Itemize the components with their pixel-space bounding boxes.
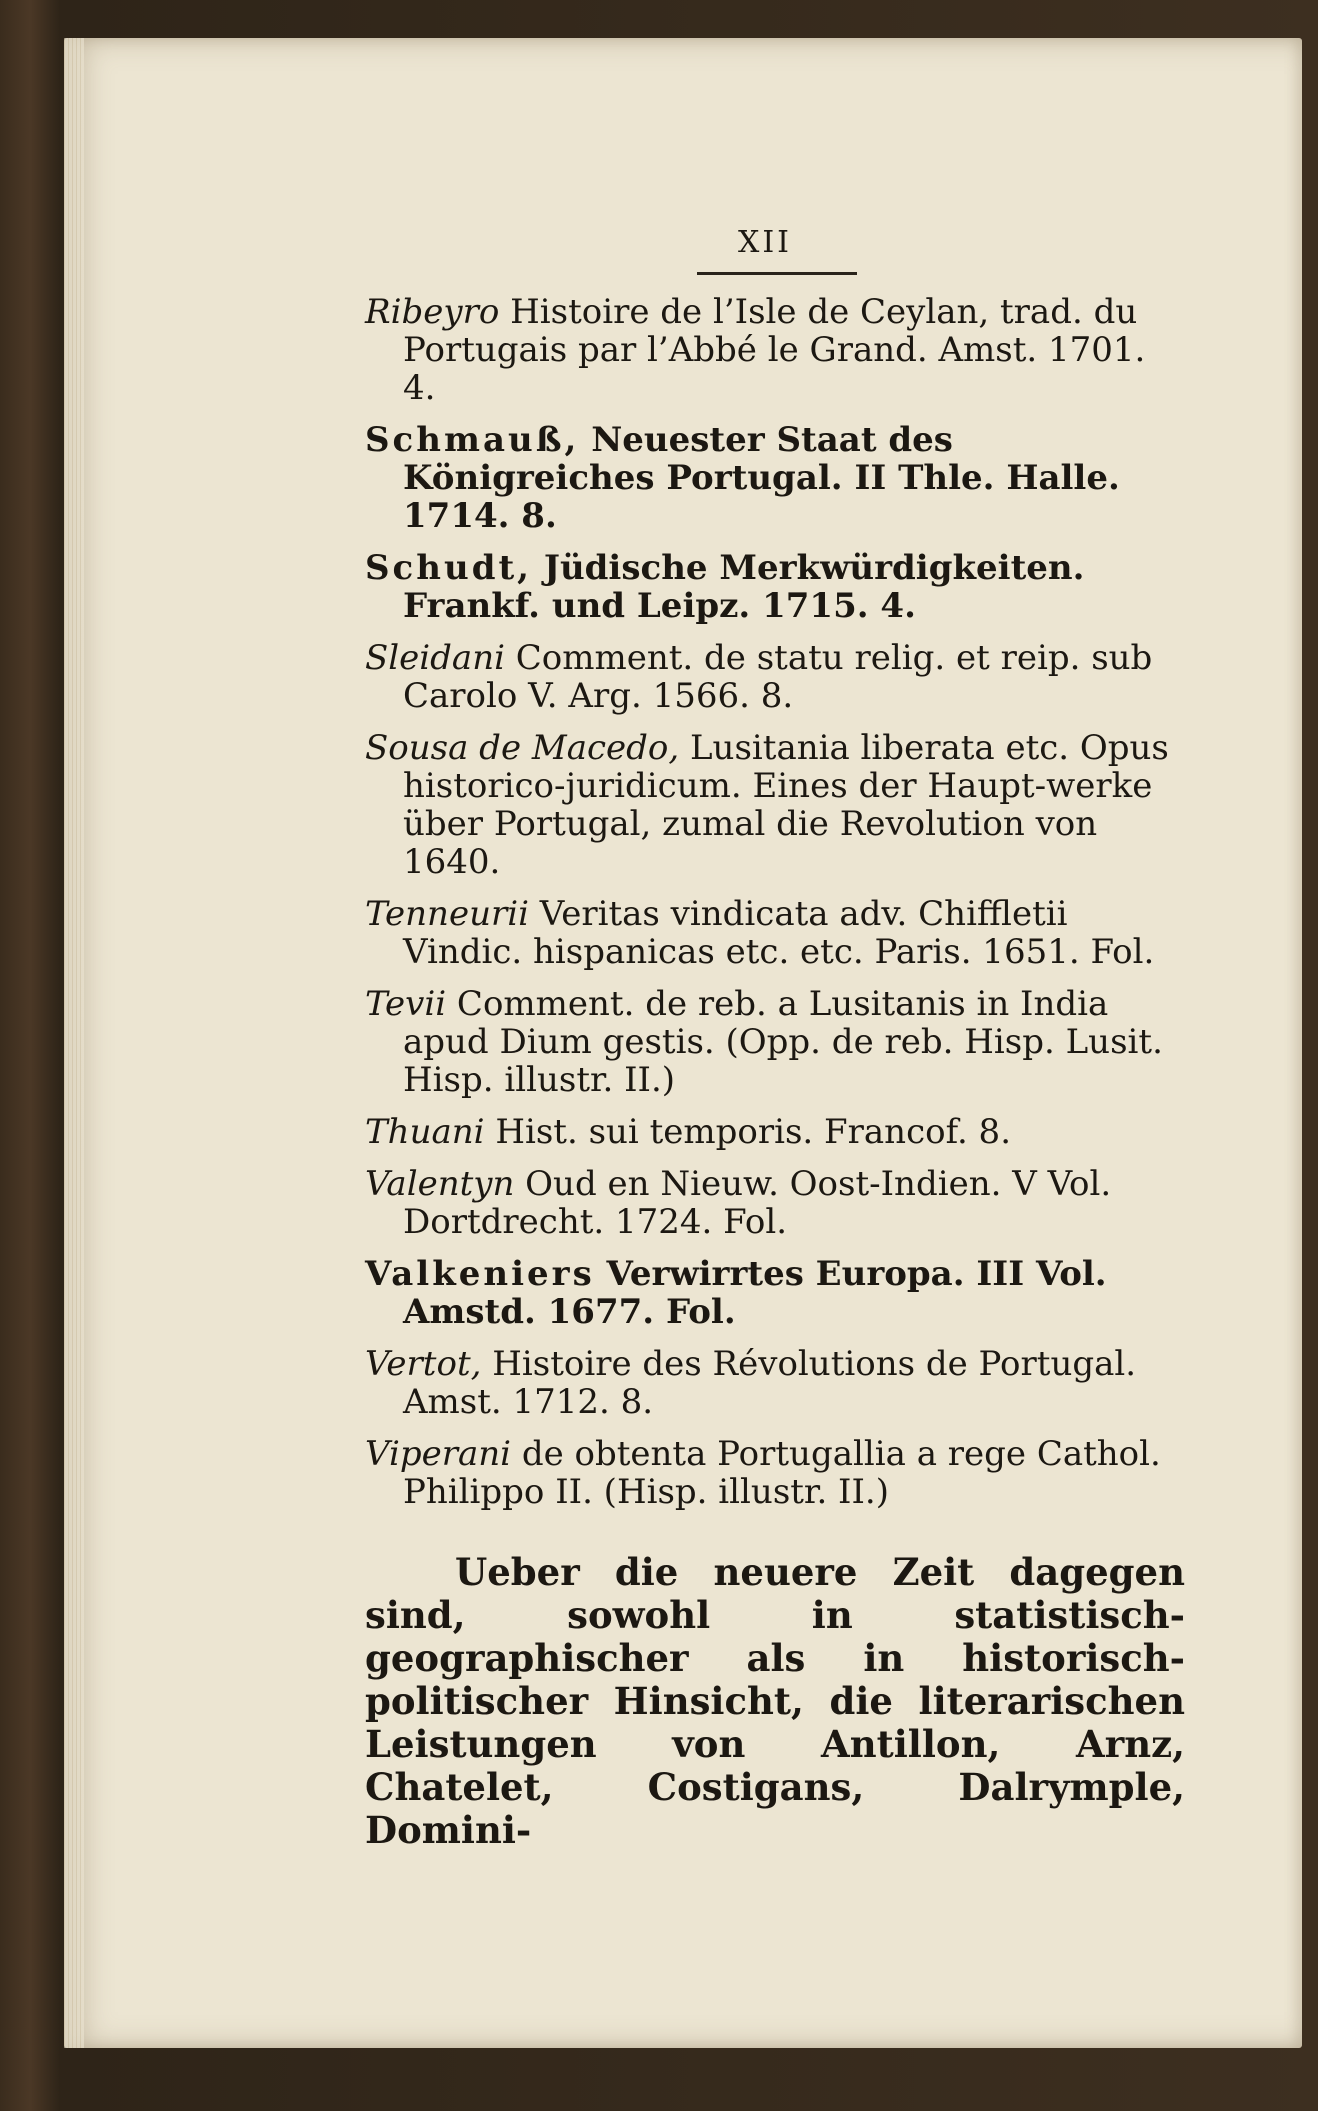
entry-text: Jüdische Merkwürdigkeiten. Frankf. und Leipz. 1715. 4. bbox=[403, 548, 1085, 626]
entry-author: Tenneurii bbox=[365, 894, 529, 934]
bibliography-entry bbox=[365, 1255, 1185, 1331]
body-paragraph: Ueber die neuere Zeit dagegen sind, sowohl in statistisch-geographischer als in historisch-politischer Hinsicht, die literarischen Leistungen von Antillon, Arnz, Chatelet, Costigans, Dalrymple, Domini- bbox=[365, 1550, 1185, 1852]
bibliography-entry bbox=[365, 1165, 1185, 1241]
entry-text: Verwirrtes Europa. III Vol. Amstd. 1677. Fol. bbox=[403, 1254, 1107, 1332]
entry-text: Comment. de statu relig. et reip. sub Carolo V. Arg. 1566. 8. bbox=[403, 638, 1153, 716]
bibliography-entry bbox=[365, 639, 1185, 715]
page-number: XII bbox=[737, 225, 793, 260]
entry-author: Tevii bbox=[365, 984, 447, 1024]
entry-author: Vertot, bbox=[365, 1344, 482, 1384]
entry-author: Viperani bbox=[365, 1434, 512, 1474]
entry-author: Sousa de Macedo, bbox=[365, 728, 680, 768]
header-rule bbox=[697, 272, 857, 275]
entry-author: Valkeniers bbox=[365, 1254, 595, 1294]
entry-text: Neuester Staat des Königreiches Portugal. II Thle. Halle. 1714. 8. bbox=[403, 420, 1120, 536]
entry-author: Valentyn bbox=[365, 1164, 515, 1204]
bibliography-list bbox=[365, 293, 1185, 1511]
entry-author: Schudt, bbox=[365, 548, 533, 588]
bibliography-entry bbox=[365, 895, 1185, 971]
page-edge-lines bbox=[64, 38, 84, 2048]
entry-author: Schmauß, bbox=[365, 420, 580, 460]
entry-text: Comment. de reb. a Lusitanis in India apud Dium gestis. (Opp. de reb. Hisp. Lusit. Hisp. illustr. II.) bbox=[403, 984, 1163, 1100]
bibliography-entry bbox=[365, 729, 1185, 881]
bibliography-entry bbox=[365, 549, 1185, 625]
entry-text: Oud en Nieuw. Oost-Indien. V Vol. Dortdrecht. 1724. Fol. bbox=[403, 1164, 1112, 1242]
entry-author: Ribeyro bbox=[365, 292, 500, 332]
entry-text: Veritas vindicata adv. Chiffletii Vindic. hispanicas etc. etc. Paris. 1651. Fol. bbox=[403, 894, 1155, 972]
entry-text: Histoire de l’Isle de Ceylan, trad. du Portugais par l’Abbé le Grand. Amst. 1701. 4. bbox=[403, 292, 1146, 408]
bibliography-entry bbox=[365, 1435, 1185, 1511]
bibliography-entry bbox=[365, 1113, 1185, 1151]
bibliography-entry bbox=[365, 293, 1185, 407]
entry-author: Sleidani bbox=[365, 638, 505, 678]
bibliography-entry bbox=[365, 1345, 1185, 1421]
entry-text: Histoire des Révolutions de Portugal. Amst. 1712. 8. bbox=[403, 1344, 1137, 1422]
bibliography-entry bbox=[365, 421, 1185, 535]
entry-text: Lusitania liberata etc. Opus historico-juridicum. Eines der Haupt-werke über Portugal, zumal die Revolution von 1640. bbox=[403, 728, 1169, 882]
page-content bbox=[365, 225, 1185, 1889]
entry-text: Hist. sui temporis. Francof. 8. bbox=[484, 1112, 1012, 1152]
entry-text: de obtenta Portugallia a rege Cathol. Philippo II. (Hisp. illustr. II.) bbox=[403, 1434, 1161, 1512]
bibliography-entry bbox=[365, 985, 1185, 1099]
entry-author: Thuani bbox=[365, 1112, 485, 1152]
